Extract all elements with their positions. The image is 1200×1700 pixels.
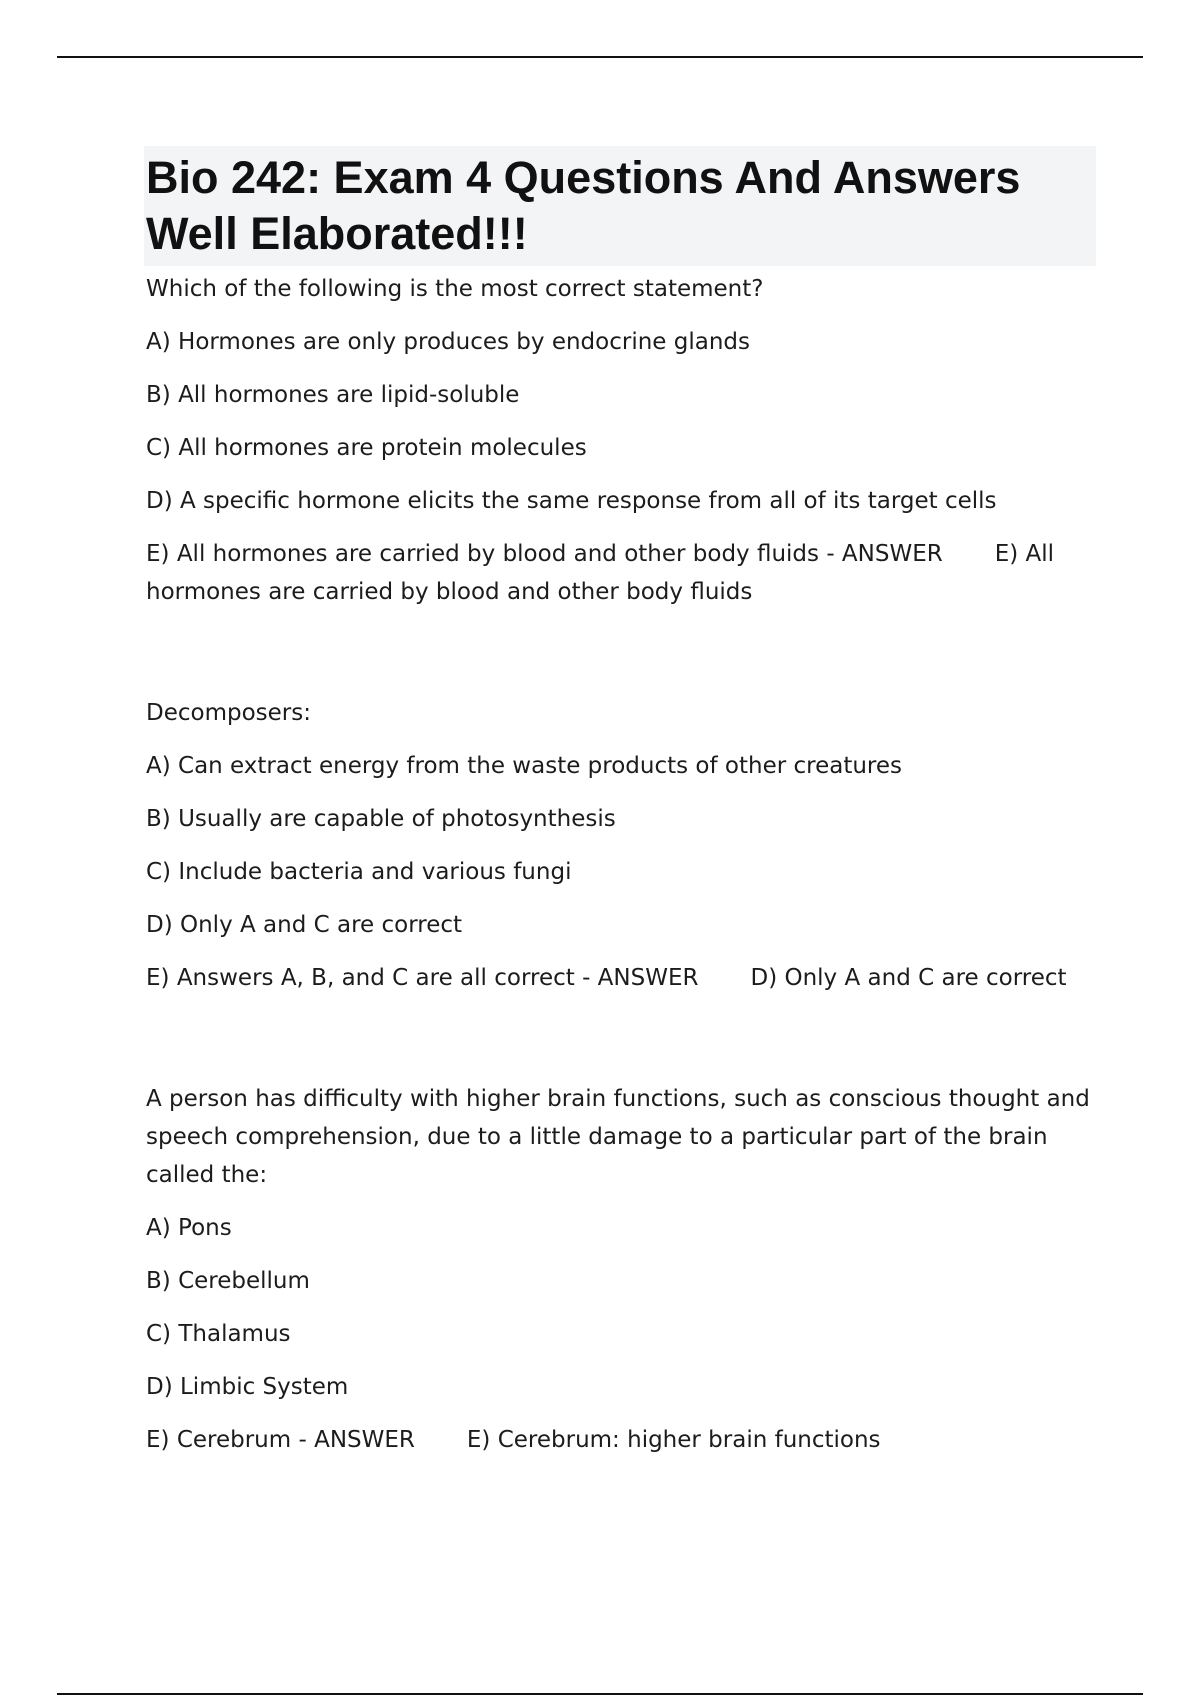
question-stem: Which of the following is the most correct statement? bbox=[146, 276, 764, 302]
option-e: E) Answers A, B, and C are all correct - ANSWER bbox=[146, 965, 699, 991]
option-c: C) All hormones are protein molecules bbox=[146, 435, 587, 461]
option-c: C) Thalamus bbox=[146, 1321, 291, 1347]
answer-text: E) Cerebrum: higher brain functions bbox=[466, 1427, 881, 1453]
answer-text: E) All hormones are carried by blood and other body fluids bbox=[146, 541, 1055, 605]
bottom-rule bbox=[57, 1693, 1143, 1695]
option-e-with-answer bbox=[146, 1421, 1096, 1459]
document-body bbox=[146, 146, 1096, 1474]
option-e: E) All hormones are carried by blood and other body fluids - ANSWER bbox=[146, 541, 943, 567]
option-e-with-answer bbox=[146, 535, 1096, 611]
answer-text: D) Only A and C are correct bbox=[750, 965, 1067, 991]
document-title: Bio 242: Exam 4 Questions And Answers Well Elaborated!!! bbox=[144, 146, 1096, 266]
top-rule bbox=[57, 56, 1143, 58]
option-d: D) Limbic System bbox=[146, 1374, 349, 1400]
option-a: A) Can extract energy from the waste products of other creatures bbox=[146, 753, 903, 779]
option-e: E) Cerebrum - ANSWER bbox=[146, 1427, 415, 1453]
question-stem: Decomposers: bbox=[146, 700, 311, 726]
option-d: D) A specific hormone elicits the same response from all of its target cells bbox=[146, 488, 997, 514]
question-stem: A person has difficulty with higher brain functions, such as conscious thought and speech comprehension, due to a little damage to a particular part of the brain called the: bbox=[146, 1086, 1090, 1188]
option-a: A) Hormones are only produces by endocrine glands bbox=[146, 329, 750, 355]
option-b: B) Usually are capable of photosynthesis bbox=[146, 806, 616, 832]
option-d: D) Only A and C are correct bbox=[146, 912, 463, 938]
question-block-1 bbox=[146, 270, 1096, 611]
option-b: B) All hormones are lipid-soluble bbox=[146, 382, 520, 408]
option-b: B) Cerebellum bbox=[146, 1268, 310, 1294]
option-c: C) Include bacteria and various fungi bbox=[146, 859, 572, 885]
question-block-3 bbox=[146, 1080, 1096, 1459]
question-block-2 bbox=[146, 694, 1096, 997]
option-e-with-answer bbox=[146, 959, 1096, 997]
option-a: A) Pons bbox=[146, 1215, 232, 1241]
